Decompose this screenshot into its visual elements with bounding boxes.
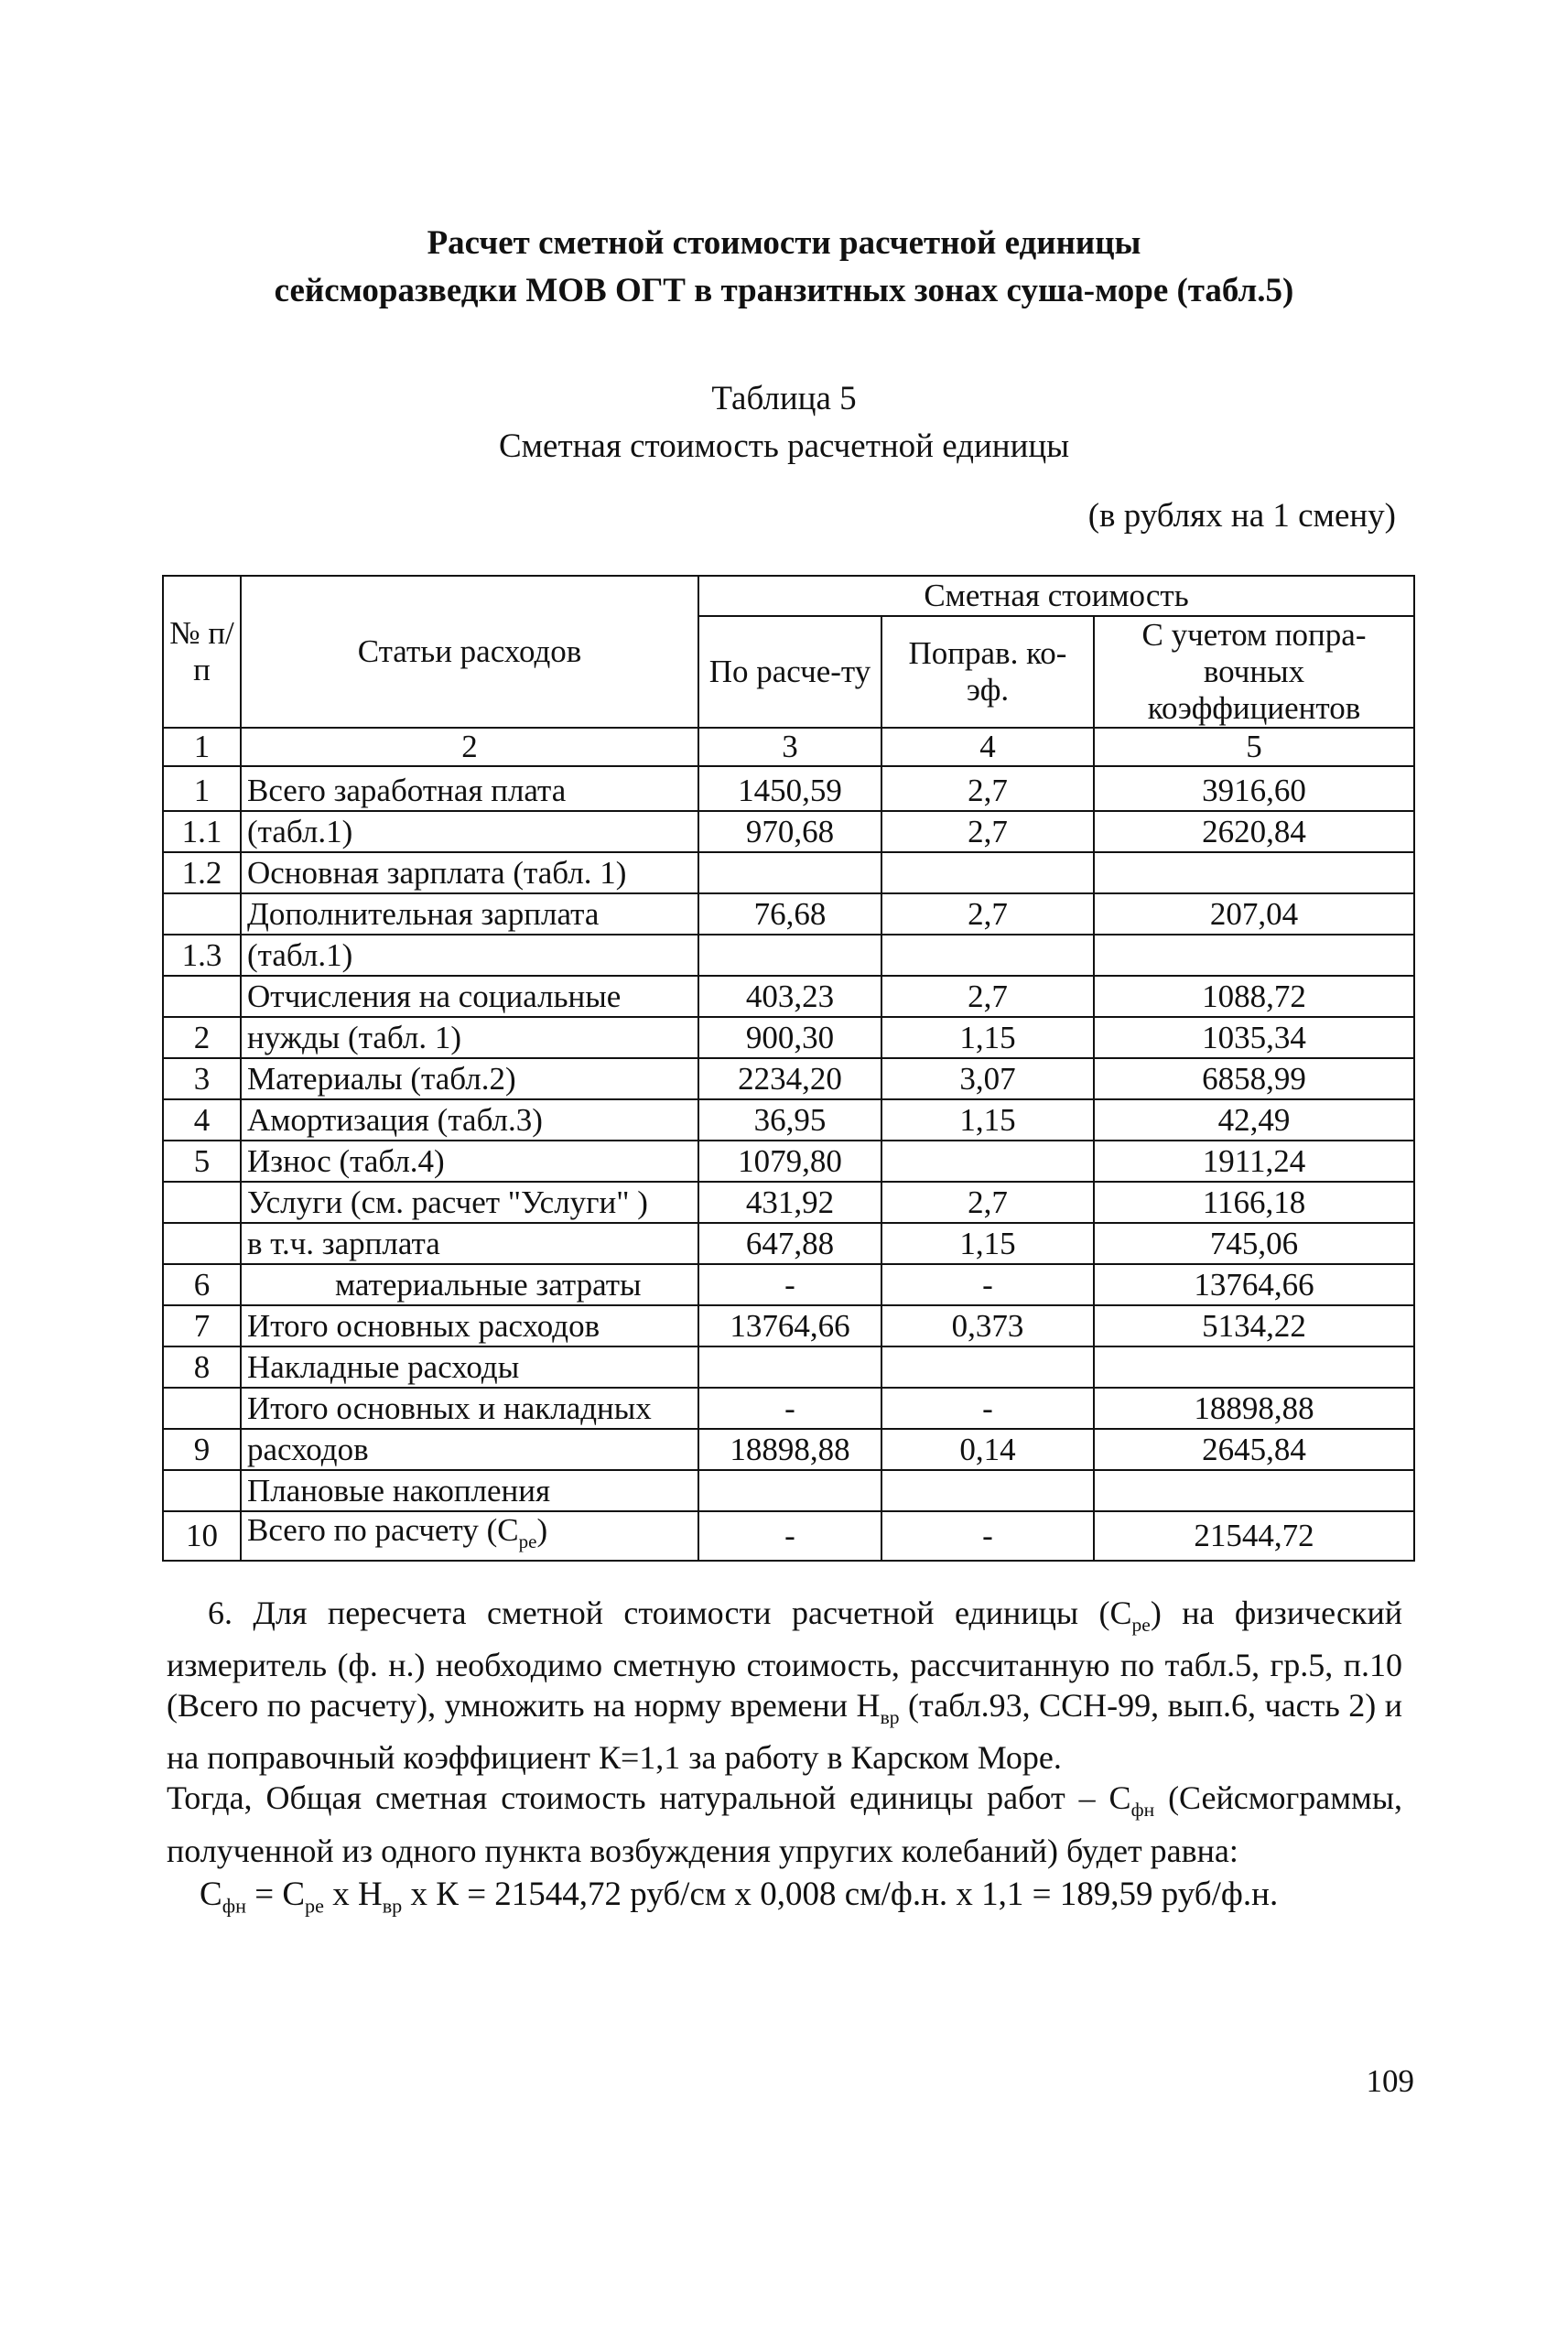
row-num [163, 1470, 241, 1511]
row-calc: 36,95 [698, 1099, 881, 1141]
row-total [1094, 852, 1414, 893]
row-num [163, 1182, 241, 1223]
row-coef: - [881, 1388, 1094, 1429]
row-num [163, 976, 241, 1017]
row-total: 18898,88 [1094, 1388, 1414, 1429]
row-num: 1.1 [163, 811, 241, 852]
row-total: 42,49 [1094, 1099, 1414, 1141]
row-item: (табл.1) [241, 935, 698, 976]
row-item: (табл.1) [241, 811, 698, 852]
row-num: 6 [163, 1264, 241, 1305]
paragraph-1-sub-1: ре [1131, 1614, 1151, 1637]
total-row-item-end: ) [536, 1512, 548, 1548]
paragraph-1-sub-2: вр [880, 1706, 900, 1729]
total-row-calc: - [698, 1511, 881, 1561]
row-item: материальные затраты [241, 1264, 698, 1305]
total-row-item-text: Всего по расчету (С [247, 1512, 519, 1548]
header-by-calc: По расче-ту [698, 616, 881, 728]
row-item: Отчисления на социальные [241, 976, 698, 1017]
column-number: 4 [881, 728, 1094, 766]
row-total: 745,06 [1094, 1223, 1414, 1264]
formula-part: = С [245, 1876, 305, 1913]
paragraph-1-text-b: ) на физический измеритель (ф. н.) необходимо сметную стоимость, рассчитанную по табл.5, гр.5, п.10 (Всего по расчету), умножить на норму времени Н [167, 1595, 1402, 1725]
row-calc: 2234,20 [698, 1058, 881, 1099]
paragraph-2-sub: фн [1130, 1799, 1155, 1822]
paragraph-1-text-a: 6. Для пересчета сметной стоимости расчетной единицы (С [208, 1595, 1132, 1631]
column-number: 1 [163, 728, 241, 766]
table-body [163, 766, 1414, 1511]
total-row-total: 21544,72 [1094, 1511, 1414, 1561]
formula-sub: фн [222, 1894, 246, 1918]
page-title [0, 220, 1568, 315]
row-item: расходов [241, 1429, 698, 1470]
row-calc: 431,92 [698, 1182, 881, 1223]
table-row [163, 852, 1414, 893]
paragraph-2-text-a: Тогда, Общая сметная стоимость натуральной единицы работ – С [167, 1779, 1131, 1817]
formula-sub: ре [305, 1894, 324, 1918]
row-coef [881, 1470, 1094, 1511]
cost-table [162, 575, 1415, 1562]
row-num: 9 [163, 1429, 241, 1470]
row-item: в т.ч. зарплата [241, 1223, 698, 1264]
row-total: 1911,24 [1094, 1141, 1414, 1182]
table-row [163, 935, 1414, 976]
row-calc: - [698, 1388, 881, 1429]
paragraph-1 [167, 1593, 1402, 1778]
row-total: 13764,66 [1094, 1264, 1414, 1305]
total-row [163, 1511, 1414, 1561]
row-item: Дополнительная зарплата [241, 893, 698, 935]
row-total [1094, 1470, 1414, 1511]
row-item: Износ (табл.4) [241, 1141, 698, 1182]
table-label: Таблица 5 [711, 380, 857, 417]
row-total: 2620,84 [1094, 811, 1414, 852]
paragraph-1-text-c: (табл.93, ССН-99, вып.6, часть 2) и на поправочный коэффициент К=1,1 за работу в Карском Море. [167, 1687, 1402, 1777]
row-item: Амортизация (табл.3) [241, 1099, 698, 1141]
row-calc [698, 1470, 881, 1511]
total-row-item [241, 1511, 698, 1561]
table-title: Сметная стоимость расчетной единицы [498, 427, 1070, 465]
page-number: 109 [1366, 2063, 1414, 2099]
row-item: Всего заработная плата [241, 766, 698, 811]
row-num: 5 [163, 1141, 241, 1182]
row-coef: 1,15 [881, 1017, 1094, 1058]
row-item: Основная зарплата (табл. 1) [241, 852, 698, 893]
row-item: Итого основных расходов [241, 1305, 698, 1346]
row-calc: 76,68 [698, 893, 881, 935]
row-calc: 1079,80 [698, 1141, 881, 1182]
row-item: Услуги (см. расчет "Услуги" ) [241, 1182, 698, 1223]
column-numbers-row [163, 728, 1414, 766]
table-row [163, 1264, 1414, 1305]
row-total: 6858,99 [1094, 1058, 1414, 1099]
header-row-1 [163, 576, 1414, 616]
body-paragraph [167, 1593, 1402, 1871]
table-row [163, 1141, 1414, 1182]
row-num: 2 [163, 1017, 241, 1058]
column-number: 3 [698, 728, 881, 766]
table-caption [0, 375, 1568, 470]
header-num: № п/п [163, 576, 241, 728]
row-calc [698, 852, 881, 893]
row-coef: 2,7 [881, 1182, 1094, 1223]
title-line-2: сейсморазведки МОВ ОГТ в транзитных зонах суша-море (табл.5) [274, 272, 1294, 309]
formula-sub: вр [382, 1894, 403, 1918]
table-row [163, 1099, 1414, 1141]
table-row [163, 976, 1414, 1017]
row-calc: 18898,88 [698, 1429, 881, 1470]
table-row [163, 1470, 1414, 1511]
paragraph-2-text-b: (Сейсмограммы, полученной из одного пункта возбуждения упругих колебаний) будет равна: [167, 1779, 1403, 1869]
formula-part: х К = 21544,72 руб/см х 0,008 см/ф.н. х 1,1 = 189,59 руб/ф.н. [402, 1876, 1279, 1913]
row-coef [881, 852, 1094, 893]
row-coef [881, 1346, 1094, 1388]
row-item: Материалы (табл.2) [241, 1058, 698, 1099]
table-row [163, 1429, 1414, 1470]
table-row [163, 1182, 1414, 1223]
row-calc: 13764,66 [698, 1305, 881, 1346]
row-num: 1 [163, 766, 241, 811]
units-note: (в рублях на 1 смену) [1087, 497, 1396, 535]
row-item: нужды (табл. 1) [241, 1017, 698, 1058]
formula-part: х Н [323, 1876, 383, 1913]
table-row [163, 1388, 1414, 1429]
row-total: 207,04 [1094, 893, 1414, 935]
row-calc: 403,23 [698, 976, 881, 1017]
header-with-coef: С учетом попра-вочных коэффициентов [1094, 616, 1414, 728]
row-coef: 2,7 [881, 976, 1094, 1017]
row-coef: 2,7 [881, 766, 1094, 811]
header-coef: Поправ. ко-эф. [881, 616, 1094, 728]
row-calc: 647,88 [698, 1223, 881, 1264]
row-total: 2645,84 [1094, 1429, 1414, 1470]
row-coef: 2,7 [881, 893, 1094, 935]
row-num: 1.3 [163, 935, 241, 976]
row-item: Плановые накопления [241, 1470, 698, 1511]
row-num: 3 [163, 1058, 241, 1099]
column-number: 2 [241, 728, 698, 766]
row-calc: - [698, 1264, 881, 1305]
row-coef: 1,15 [881, 1223, 1094, 1264]
total-row-item-sub: ре [518, 1530, 537, 1552]
row-coef: 1,15 [881, 1099, 1094, 1141]
row-total: 1035,34 [1094, 1017, 1414, 1058]
row-num: 4 [163, 1099, 241, 1141]
row-calc [698, 1346, 881, 1388]
paragraph-2 [167, 1778, 1402, 1870]
row-coef: 0,14 [881, 1429, 1094, 1470]
row-calc: 1450,59 [698, 766, 881, 811]
row-item: Накладные расходы [241, 1346, 698, 1388]
row-num [163, 1388, 241, 1429]
row-num: 8 [163, 1346, 241, 1388]
row-num [163, 893, 241, 935]
table-row [163, 893, 1414, 935]
row-total [1094, 1346, 1414, 1388]
row-total: 1088,72 [1094, 976, 1414, 1017]
row-num [163, 1223, 241, 1264]
table-row [163, 1305, 1414, 1346]
table-row [163, 766, 1414, 811]
row-coef: 2,7 [881, 811, 1094, 852]
row-total [1094, 935, 1414, 976]
row-calc [698, 935, 881, 976]
total-row-num: 10 [163, 1511, 241, 1561]
row-total: 3916,60 [1094, 766, 1414, 811]
row-total: 5134,22 [1094, 1305, 1414, 1346]
formula-part: С [200, 1876, 222, 1913]
header-items: Статьи расходов [241, 576, 698, 728]
table-row [163, 1346, 1414, 1388]
header-group: Сметная стоимость [698, 576, 1414, 616]
table-row [163, 1058, 1414, 1099]
row-item: Итого основных и накладных [241, 1388, 698, 1429]
total-row-coef: - [881, 1511, 1094, 1561]
formula [200, 1873, 1278, 1928]
title-line-1: Расчет сметной стоимости расчетной единицы [427, 224, 1141, 262]
row-coef: 0,373 [881, 1305, 1094, 1346]
row-calc: 970,68 [698, 811, 881, 852]
row-num: 7 [163, 1305, 241, 1346]
table-row [163, 1223, 1414, 1264]
row-coef [881, 1141, 1094, 1182]
row-total: 1166,18 [1094, 1182, 1414, 1223]
column-number: 5 [1094, 728, 1414, 766]
row-coef: 3,07 [881, 1058, 1094, 1099]
row-coef [881, 935, 1094, 976]
row-num: 1.2 [163, 852, 241, 893]
table-row [163, 811, 1414, 852]
table-row [163, 1017, 1414, 1058]
row-calc: 900,30 [698, 1017, 881, 1058]
row-coef: - [881, 1264, 1094, 1305]
